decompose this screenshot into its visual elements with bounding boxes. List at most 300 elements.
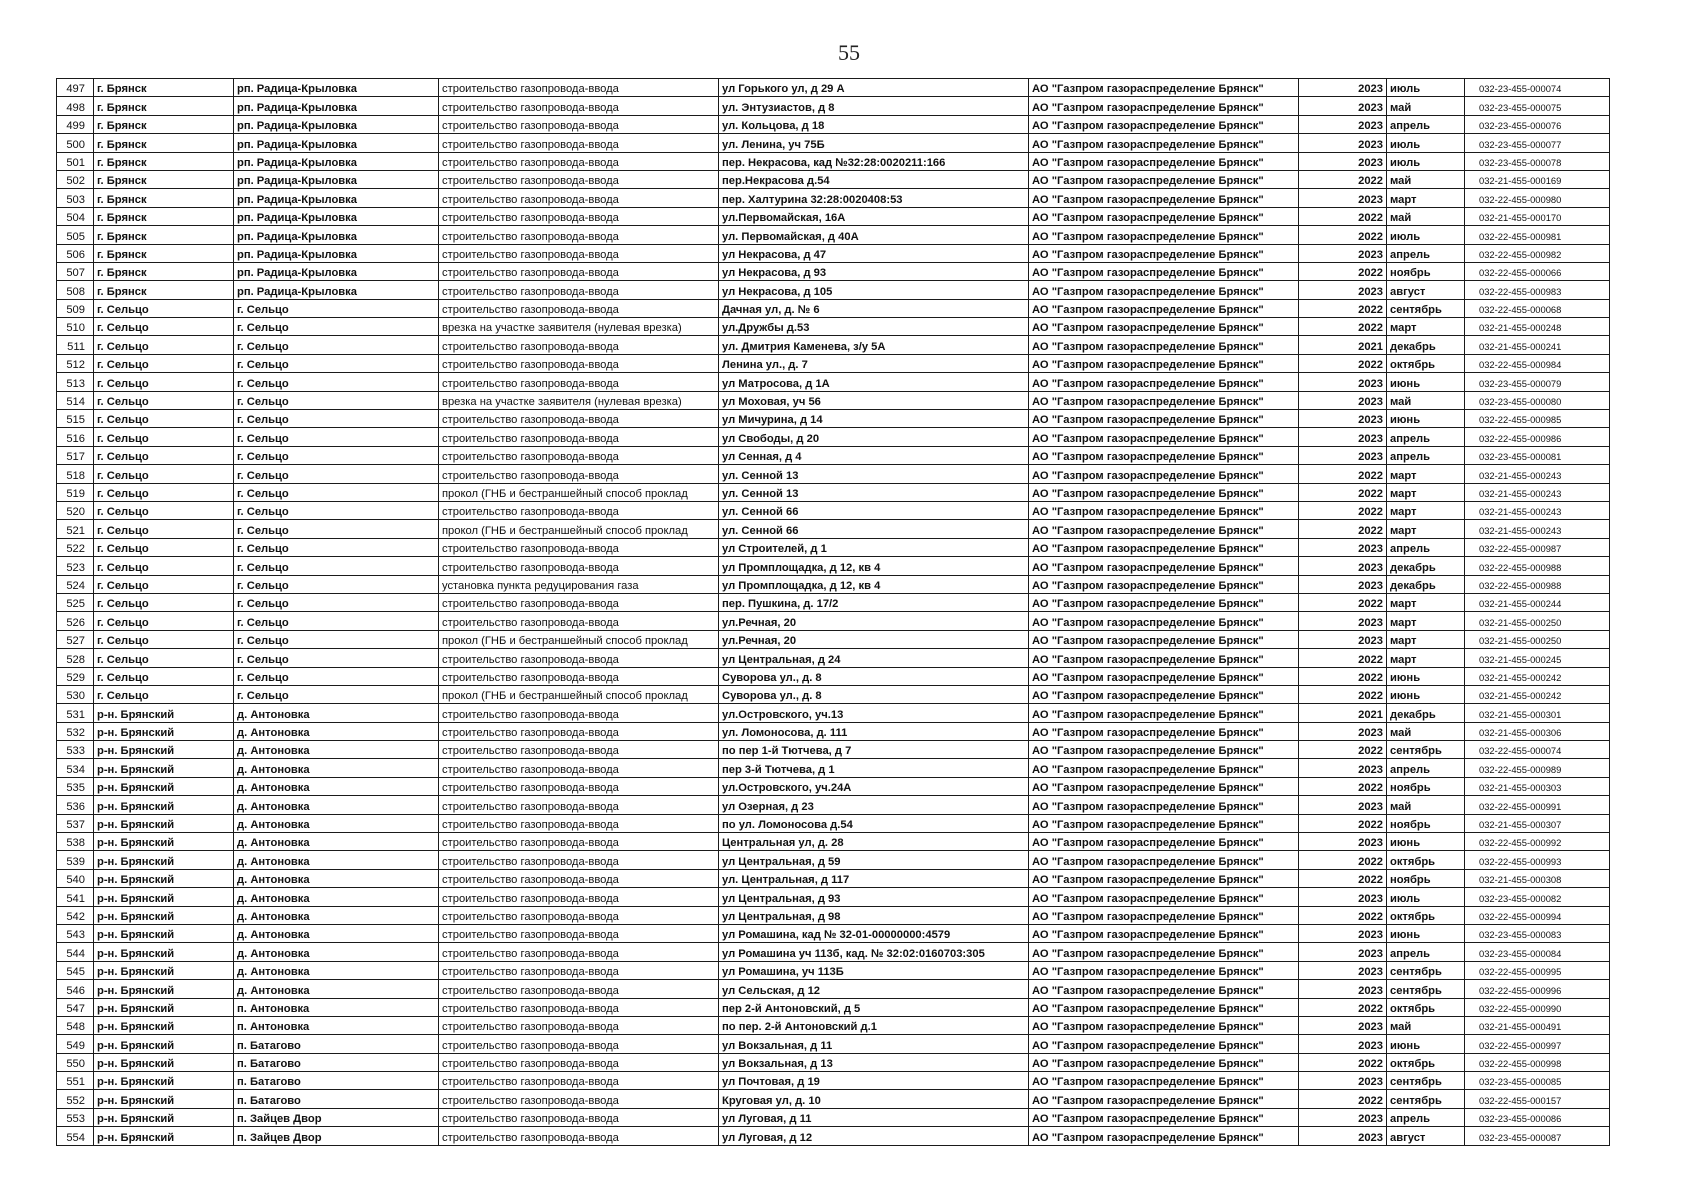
registration-number-cell: 032-22-455-000986 (1465, 428, 1610, 446)
row-number-cell: 510 (57, 318, 94, 336)
month-cell: март (1387, 649, 1465, 667)
registration-number-cell: 032-22-455-000068 (1465, 299, 1610, 317)
row-number-cell: 528 (57, 649, 94, 667)
organization-cell: АО "Газпром газораспределение Брянск" (1029, 722, 1299, 740)
district-cell: г. Брянск (94, 134, 234, 152)
registration-number-cell: 032-22-455-000995 (1465, 961, 1610, 979)
work-type-cell: строительство газопровода-ввода (439, 888, 719, 906)
settlement-cell: д. Антоновка (234, 980, 439, 998)
settlement-cell: д. Антоновка (234, 943, 439, 961)
organization-cell: АО "Газпром газораспределение Брянск" (1029, 170, 1299, 188)
month-cell: ноябрь (1387, 869, 1465, 887)
settlement-cell: г. Сельцо (234, 630, 439, 648)
table-row (57, 833, 1610, 851)
work-type-cell: строительство газопровода-ввода (439, 79, 719, 97)
registration-number-cell: 032-23-455-000082 (1465, 888, 1610, 906)
work-type-cell: строительство газопровода-ввода (439, 538, 719, 556)
district-cell: р-н. Брянский (94, 704, 234, 722)
registration-number-cell: 032-22-455-000157 (1465, 1090, 1610, 1108)
year-cell: 2023 (1299, 97, 1387, 115)
row-number-cell: 542 (57, 906, 94, 924)
table-row (57, 299, 1610, 317)
row-number-cell: 534 (57, 759, 94, 777)
row-number-cell: 504 (57, 207, 94, 225)
table-row (57, 980, 1610, 998)
address-cell: ул Вокзальная, д 11 (719, 1035, 1029, 1053)
organization-cell: АО "Газпром газораспределение Брянск" (1029, 336, 1299, 354)
month-cell: март (1387, 612, 1465, 630)
organization-cell: АО "Газпром газораспределение Брянск" (1029, 538, 1299, 556)
table-row (57, 1127, 1610, 1145)
row-number-cell: 540 (57, 869, 94, 887)
work-type-cell: строительство газопровода-ввода (439, 667, 719, 685)
organization-cell: АО "Газпром газораспределение Брянск" (1029, 888, 1299, 906)
address-cell: ул Строителей, д 1 (719, 538, 1029, 556)
work-type-cell: строительство газопровода-ввода (439, 924, 719, 942)
row-number-cell: 518 (57, 465, 94, 483)
address-cell: ул Матросова, д 1А (719, 373, 1029, 391)
year-cell: 2022 (1299, 777, 1387, 795)
month-cell: май (1387, 207, 1465, 225)
work-type-cell: строительство газопровода-ввода (439, 1016, 719, 1034)
row-number-cell: 536 (57, 796, 94, 814)
table-row (57, 1072, 1610, 1090)
year-cell: 2021 (1299, 336, 1387, 354)
organization-cell: АО "Газпром газораспределение Брянск" (1029, 998, 1299, 1016)
district-cell: г. Брянск (94, 244, 234, 262)
row-number-cell: 539 (57, 851, 94, 869)
registration-number-cell: 032-22-455-000992 (1465, 833, 1610, 851)
district-cell: р-н. Брянский (94, 1053, 234, 1071)
work-type-cell: строительство газопровода-ввода (439, 741, 719, 759)
district-cell: г. Брянск (94, 170, 234, 188)
year-cell: 2022 (1299, 207, 1387, 225)
settlement-cell: г. Сельцо (234, 483, 439, 501)
table-row (57, 336, 1610, 354)
year-cell: 2023 (1299, 759, 1387, 777)
month-cell: апрель (1387, 115, 1465, 133)
work-type-cell: строительство газопровода-ввода (439, 1127, 719, 1145)
district-cell: г. Брянск (94, 152, 234, 170)
settlement-cell: рп. Радица-Крыловка (234, 170, 439, 188)
year-cell: 2022 (1299, 226, 1387, 244)
registration-number-cell: 032-22-455-000985 (1465, 410, 1610, 428)
address-cell: ул Луговая, д 11 (719, 1108, 1029, 1126)
work-type-cell: строительство газопровода-ввода (439, 446, 719, 464)
month-cell: июль (1387, 888, 1465, 906)
month-cell: октябрь (1387, 906, 1465, 924)
organization-cell: АО "Газпром газораспределение Брянск" (1029, 134, 1299, 152)
year-cell: 2022 (1299, 318, 1387, 336)
month-cell: июнь (1387, 667, 1465, 685)
registration-number-cell: 032-21-455-000491 (1465, 1016, 1610, 1034)
address-cell: ул Сельская, д 12 (719, 980, 1029, 998)
district-cell: г. Сельцо (94, 299, 234, 317)
settlement-cell: д. Антоновка (234, 704, 439, 722)
address-cell: ул.Островского, уч.24А (719, 777, 1029, 795)
address-cell: ул Озерная, д 23 (719, 796, 1029, 814)
year-cell: 2022 (1299, 814, 1387, 832)
year-cell: 2022 (1299, 593, 1387, 611)
work-type-cell: строительство газопровода-ввода (439, 152, 719, 170)
table-row (57, 520, 1610, 538)
address-cell: ул Мичурина, д 14 (719, 410, 1029, 428)
registration-number-cell: 032-22-455-000982 (1465, 244, 1610, 262)
month-cell: май (1387, 170, 1465, 188)
table-row (57, 244, 1610, 262)
address-cell: ул Горького ул, д 29 А (719, 79, 1029, 97)
address-cell: ул. Первомайская, д 40А (719, 226, 1029, 244)
district-cell: р-н. Брянский (94, 814, 234, 832)
settlement-cell: г. Сельцо (234, 557, 439, 575)
row-number-cell: 530 (57, 685, 94, 703)
table-row (57, 685, 1610, 703)
work-type-cell: строительство газопровода-ввода (439, 354, 719, 372)
work-type-cell: строительство газопровода-ввода (439, 869, 719, 887)
district-cell: р-н. Брянский (94, 906, 234, 924)
work-type-cell: строительство газопровода-ввода (439, 833, 719, 851)
organization-cell: АО "Газпром газораспределение Брянск" (1029, 980, 1299, 998)
month-cell: декабрь (1387, 575, 1465, 593)
organization-cell: АО "Газпром газораспределение Брянск" (1029, 410, 1299, 428)
month-cell: июнь (1387, 833, 1465, 851)
organization-cell: АО "Газпром газораспределение Брянск" (1029, 1108, 1299, 1126)
year-cell: 2022 (1299, 465, 1387, 483)
settlement-cell: г. Сельцо (234, 318, 439, 336)
district-cell: г. Сельцо (94, 612, 234, 630)
work-type-cell: строительство газопровода-ввода (439, 759, 719, 777)
table-row (57, 667, 1610, 685)
month-cell: сентябрь (1387, 1090, 1465, 1108)
address-cell: ул. Энтузиастов, д 8 (719, 97, 1029, 115)
settlement-cell: г. Сельцо (234, 538, 439, 556)
registration-number-cell: 032-23-455-000079 (1465, 373, 1610, 391)
registration-number-cell: 032-21-455-000241 (1465, 336, 1610, 354)
month-cell: октябрь (1387, 851, 1465, 869)
settlement-cell: г. Сельцо (234, 299, 439, 317)
row-number-cell: 513 (57, 373, 94, 391)
address-cell: ул Некрасова, д 105 (719, 281, 1029, 299)
address-cell: ул Промплощадка, д 12, кв 4 (719, 557, 1029, 575)
year-cell: 2023 (1299, 943, 1387, 961)
registration-number-cell: 032-23-455-000078 (1465, 152, 1610, 170)
district-cell: г. Сельцо (94, 446, 234, 464)
district-cell: г. Брянск (94, 281, 234, 299)
year-cell: 2022 (1299, 741, 1387, 759)
year-cell: 2023 (1299, 244, 1387, 262)
year-cell: 2023 (1299, 115, 1387, 133)
registration-number-cell: 032-21-455-000243 (1465, 465, 1610, 483)
registration-number-cell: 032-22-455-000074 (1465, 741, 1610, 759)
work-type-cell: строительство газопровода-ввода (439, 906, 719, 924)
work-type-cell: строительство газопровода-ввода (439, 980, 719, 998)
district-cell: г. Брянск (94, 262, 234, 280)
district-cell: р-н. Брянский (94, 980, 234, 998)
address-cell: Центральная ул, д. 28 (719, 833, 1029, 851)
month-cell: март (1387, 483, 1465, 501)
month-cell: май (1387, 97, 1465, 115)
table-row (57, 501, 1610, 519)
row-number-cell: 549 (57, 1035, 94, 1053)
month-cell: май (1387, 796, 1465, 814)
settlement-cell: п. Зайцев Двор (234, 1127, 439, 1145)
month-cell: март (1387, 465, 1465, 483)
month-cell: апрель (1387, 244, 1465, 262)
year-cell: 2022 (1299, 667, 1387, 685)
month-cell: март (1387, 189, 1465, 207)
organization-cell: АО "Газпром газораспределение Брянск" (1029, 483, 1299, 501)
year-cell: 2022 (1299, 685, 1387, 703)
address-cell: пер. Некрасова, кад №32:28:0020211:166 (719, 152, 1029, 170)
district-cell: р-н. Брянский (94, 796, 234, 814)
registration-number-cell: 032-21-455-000248 (1465, 318, 1610, 336)
month-cell: июнь (1387, 410, 1465, 428)
organization-cell: АО "Газпром газораспределение Брянск" (1029, 685, 1299, 703)
year-cell: 2022 (1299, 906, 1387, 924)
table-row (57, 796, 1610, 814)
district-cell: г. Сельцо (94, 593, 234, 611)
address-cell: ул. Сенной 66 (719, 520, 1029, 538)
registration-number-cell: 032-21-455-000170 (1465, 207, 1610, 225)
table-row (57, 961, 1610, 979)
work-type-cell: строительство газопровода-ввода (439, 649, 719, 667)
settlement-cell: г. Сельцо (234, 520, 439, 538)
organization-cell: АО "Газпром газораспределение Брянск" (1029, 557, 1299, 575)
organization-cell: АО "Газпром газораспределение Брянск" (1029, 299, 1299, 317)
settlement-cell: д. Антоновка (234, 741, 439, 759)
address-cell: ул Вокзальная, д 13 (719, 1053, 1029, 1071)
row-number-cell: 527 (57, 630, 94, 648)
row-number-cell: 531 (57, 704, 94, 722)
registration-number-cell: 032-23-455-000084 (1465, 943, 1610, 961)
address-cell: по пер 1-й Тютчева, д 7 (719, 741, 1029, 759)
address-cell: ул Свободы, д 20 (719, 428, 1029, 446)
organization-cell: АО "Газпром газораспределение Брянск" (1029, 759, 1299, 777)
row-number-cell: 514 (57, 391, 94, 409)
work-type-cell: прокол (ГНБ и бестраншейный способ проклад (439, 520, 719, 538)
row-number-cell: 516 (57, 428, 94, 446)
address-cell: ул. Сенной 13 (719, 465, 1029, 483)
row-number-cell: 529 (57, 667, 94, 685)
year-cell: 2023 (1299, 961, 1387, 979)
table-row (57, 943, 1610, 961)
address-cell: ул Некрасова, д 93 (719, 262, 1029, 280)
address-cell: ул. Сенной 13 (719, 483, 1029, 501)
work-type-cell: строительство газопровода-ввода (439, 97, 719, 115)
table-row (57, 354, 1610, 372)
page-number: 55 (838, 40, 860, 65)
table-row (57, 924, 1610, 942)
year-cell: 2022 (1299, 170, 1387, 188)
row-number-cell: 535 (57, 777, 94, 795)
year-cell: 2022 (1299, 1053, 1387, 1071)
organization-cell: АО "Газпром газораспределение Брянск" (1029, 869, 1299, 887)
address-cell: пер 3-й Тютчева, д 1 (719, 759, 1029, 777)
row-number-cell: 548 (57, 1016, 94, 1034)
address-cell: ул Сенная, д 4 (719, 446, 1029, 464)
address-cell: ул Ромашина уч 113б, кад. № 32:02:0160703:305 (719, 943, 1029, 961)
address-cell: ул.Островского, уч.13 (719, 704, 1029, 722)
address-cell: Суворова ул., д. 8 (719, 667, 1029, 685)
registration-number-cell: 032-22-455-000066 (1465, 262, 1610, 280)
row-number-cell: 554 (57, 1127, 94, 1145)
district-cell: р-н. Брянский (94, 1108, 234, 1126)
organization-cell: АО "Газпром газораспределение Брянск" (1029, 97, 1299, 115)
organization-cell: АО "Газпром газораспределение Брянск" (1029, 777, 1299, 795)
registration-number-cell: 032-23-455-000077 (1465, 134, 1610, 152)
table-row (57, 538, 1610, 556)
table-row (57, 1108, 1610, 1126)
row-number-cell: 525 (57, 593, 94, 611)
address-cell: ул Ромашина, кад № 32-01-00000000:4579 (719, 924, 1029, 942)
row-number-cell: 506 (57, 244, 94, 262)
year-cell: 2022 (1299, 520, 1387, 538)
address-cell: ул. Ломоносова, д. 111 (719, 722, 1029, 740)
district-cell: г. Сельцо (94, 465, 234, 483)
district-cell: г. Сельцо (94, 685, 234, 703)
year-cell: 2023 (1299, 575, 1387, 593)
month-cell: апрель (1387, 538, 1465, 556)
registration-number-cell: 032-23-455-000086 (1465, 1108, 1610, 1126)
organization-cell: АО "Газпром газораспределение Брянск" (1029, 501, 1299, 519)
table-row (57, 207, 1610, 225)
row-number-cell: 541 (57, 888, 94, 906)
row-number-cell: 498 (57, 97, 94, 115)
organization-cell: АО "Газпром газораспределение Брянск" (1029, 281, 1299, 299)
address-cell: Круговая ул, д. 10 (719, 1090, 1029, 1108)
settlement-cell: г. Сельцо (234, 354, 439, 372)
organization-cell: АО "Газпром газораспределение Брянск" (1029, 318, 1299, 336)
organization-cell: АО "Газпром газораспределение Брянск" (1029, 244, 1299, 262)
settlement-cell: рп. Радица-Крыловка (234, 281, 439, 299)
address-cell: ул Почтовая, д 19 (719, 1072, 1029, 1090)
row-number-cell: 523 (57, 557, 94, 575)
table-row (57, 281, 1610, 299)
settlement-cell: г. Сельцо (234, 391, 439, 409)
year-cell: 2023 (1299, 722, 1387, 740)
settlement-cell: г. Сельцо (234, 465, 439, 483)
district-cell: г. Сельцо (94, 520, 234, 538)
registration-number-cell: 032-22-455-000997 (1465, 1035, 1610, 1053)
table-row (57, 630, 1610, 648)
district-cell: р-н. Брянский (94, 1072, 234, 1090)
registration-number-cell: 032-23-455-000080 (1465, 391, 1610, 409)
month-cell: сентябрь (1387, 1072, 1465, 1090)
organization-cell: АО "Газпром газораспределение Брянск" (1029, 961, 1299, 979)
work-type-cell: строительство газопровода-ввода (439, 115, 719, 133)
work-type-cell: строительство газопровода-ввода (439, 244, 719, 262)
work-type-cell: строительство газопровода-ввода (439, 299, 719, 317)
year-cell: 2023 (1299, 189, 1387, 207)
address-cell: ул Некрасова, д 47 (719, 244, 1029, 262)
year-cell: 2023 (1299, 538, 1387, 556)
settlement-cell: г. Сельцо (234, 446, 439, 464)
district-cell: г. Сельцо (94, 483, 234, 501)
table-row (57, 557, 1610, 575)
table-row (57, 612, 1610, 630)
registration-number-cell: 032-22-455-000981 (1465, 226, 1610, 244)
settlement-cell: г. Сельцо (234, 410, 439, 428)
year-cell: 2021 (1299, 704, 1387, 722)
organization-cell: АО "Газпром газораспределение Брянск" (1029, 667, 1299, 685)
work-type-cell: строительство газопровода-ввода (439, 722, 719, 740)
table-row (57, 79, 1610, 97)
work-type-cell: строительство газопровода-ввода (439, 557, 719, 575)
month-cell: июнь (1387, 373, 1465, 391)
settlement-cell: г. Сельцо (234, 428, 439, 446)
table-row (57, 814, 1610, 832)
work-type-cell: строительство газопровода-ввода (439, 465, 719, 483)
registration-number-cell: 032-23-455-000085 (1465, 1072, 1610, 1090)
district-cell: г. Сельцо (94, 336, 234, 354)
registration-number-cell: 032-22-455-000988 (1465, 557, 1610, 575)
year-cell: 2023 (1299, 428, 1387, 446)
table-row (57, 593, 1610, 611)
register-table-body (57, 79, 1610, 1146)
organization-cell: АО "Газпром газораспределение Брянск" (1029, 630, 1299, 648)
month-cell: апрель (1387, 943, 1465, 961)
registration-number-cell: 032-22-455-000984 (1465, 354, 1610, 372)
registration-number-cell: 032-21-455-000301 (1465, 704, 1610, 722)
organization-cell: АО "Газпром газораспределение Брянск" (1029, 593, 1299, 611)
month-cell: июнь (1387, 924, 1465, 942)
district-cell: г. Сельцо (94, 318, 234, 336)
settlement-cell: д. Антоновка (234, 906, 439, 924)
district-cell: г. Сельцо (94, 501, 234, 519)
organization-cell: АО "Газпром газораспределение Брянск" (1029, 152, 1299, 170)
row-number-cell: 533 (57, 741, 94, 759)
address-cell: ул. Ленина, уч 75Б (719, 134, 1029, 152)
work-type-cell: строительство газопровода-ввода (439, 262, 719, 280)
registration-number-cell: 032-21-455-000306 (1465, 722, 1610, 740)
work-type-cell: строительство газопровода-ввода (439, 1053, 719, 1071)
work-type-cell: строительство газопровода-ввода (439, 814, 719, 832)
month-cell: ноябрь (1387, 262, 1465, 280)
settlement-cell: рп. Радица-Крыловка (234, 97, 439, 115)
registration-number-cell: 032-21-455-000242 (1465, 685, 1610, 703)
year-cell: 2023 (1299, 446, 1387, 464)
work-type-cell: строительство газопровода-ввода (439, 336, 719, 354)
organization-cell: АО "Газпром газораспределение Брянск" (1029, 943, 1299, 961)
address-cell: ул Промплощадка, д 12, кв 4 (719, 575, 1029, 593)
year-cell: 2023 (1299, 612, 1387, 630)
registration-number-cell: 032-22-455-000998 (1465, 1053, 1610, 1071)
row-number-cell: 505 (57, 226, 94, 244)
table-row (57, 888, 1610, 906)
year-cell: 2023 (1299, 1016, 1387, 1034)
table-row (57, 134, 1610, 152)
organization-cell: АО "Газпром газораспределение Брянск" (1029, 612, 1299, 630)
address-cell: ул.Речная, 20 (719, 612, 1029, 630)
settlement-cell: д. Антоновка (234, 722, 439, 740)
table-row (57, 373, 1610, 391)
work-type-cell: строительство газопровода-ввода (439, 961, 719, 979)
organization-cell: АО "Газпром газораспределение Брянск" (1029, 262, 1299, 280)
district-cell: г. Сельцо (94, 557, 234, 575)
year-cell: 2023 (1299, 796, 1387, 814)
settlement-cell: рп. Радица-Крыловка (234, 244, 439, 262)
district-cell: г. Сельцо (94, 410, 234, 428)
settlement-cell: рп. Радица-Крыловка (234, 189, 439, 207)
table-row (57, 410, 1610, 428)
month-cell: апрель (1387, 428, 1465, 446)
work-type-cell: строительство газопровода-ввода (439, 501, 719, 519)
registration-number-cell: 032-21-455-000243 (1465, 520, 1610, 538)
row-number-cell: 521 (57, 520, 94, 538)
row-number-cell: 532 (57, 722, 94, 740)
district-cell: г. Сельцо (94, 630, 234, 648)
settlement-cell: д. Антоновка (234, 924, 439, 942)
